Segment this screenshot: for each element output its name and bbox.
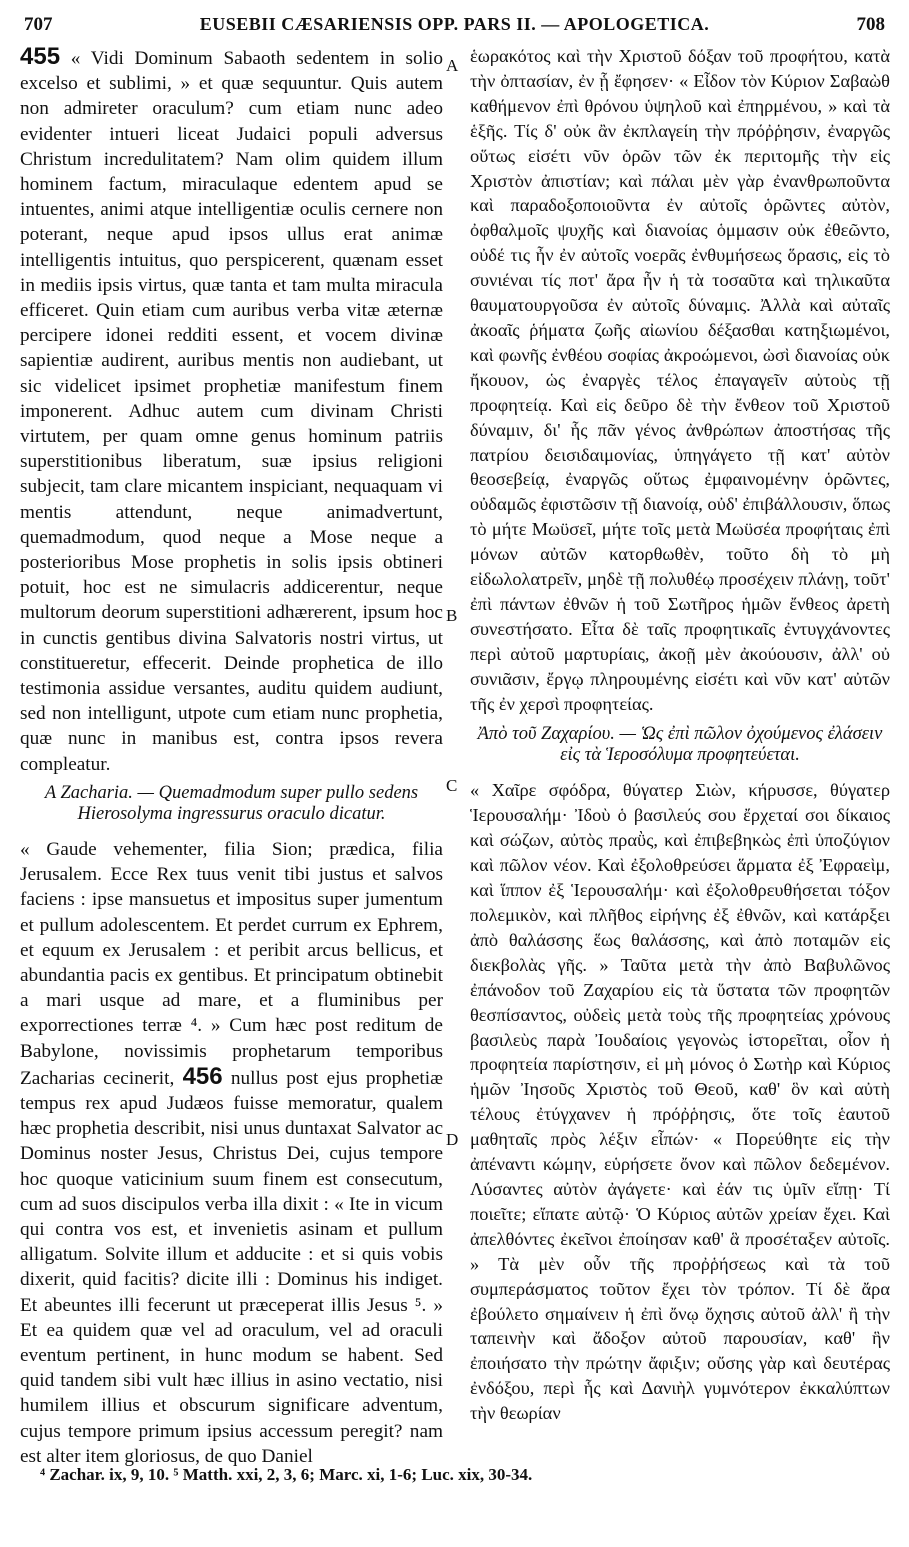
margin-letter-b: B <box>446 606 458 625</box>
footnotes: ⁴ Zachar. ix, 9, 10. ⁵ Matth. xxi, 2, 3, 6; Marc. xi, 1-6; Luc. xix, 30-34. <box>40 1465 533 1484</box>
margin-letter-a: A <box>446 56 459 75</box>
latin-paragraph-1: 455 « Vidi Dominum Sabaoth sedentem in solio excelso et sublimi, » et quæ sequuntur. Quis autem non admireter oraculum? cum etiam nunc adeo evidenter intueri liceat Judaici populi adversus Christum incredulitatem? Nam olim quidem illum hominem factum, miraculaque edentem apud se intuentes, animi atque intelligentiæ oculis cernere non poterant, neque apud ipsos ullus erat animæ intelligentis intuitus, quo perspicerent, quænam esset in mediis ipsis virtus, quæ tanta et tam multa miracula efficeret. Quin etiam cum auribus verba vitæ æternæ percipere idonei redditi essent, et vocem divinæ sapientiæ audirent, auribus mentis non audiebant, ut sic videlicet ipsimet prophetiæ manifestum finem imponerent. Adhuc autem cum divinam Christi virtutem, per quam omne genus hominum patriis superstitionibus liberatum, suæ ipsius religioni subjecit, tam clare micantem inspiciant, nequaquam vi mentis attendunt, neque animadvertunt, quemadmodum, quod neque a Mose neque a posterioribus Mose prophetis in solis ipsis obtineri potuit, hoc est ne simulacris addicerentur, neque multorum deorum superstitioni adhærerent, ipsum hoc in cunctis gentibus divina Salvatoris nostri virtus, ut constitueretur, effecerit. Deinde prophetica de illo testimonia assidue versantes, auditu quidem audiunt, sed non intelligunt, utpote cum etiam nunc prophetia, quæ nunc in manibus est, contra ipsos revera compleatur. <box>20 43 443 775</box>
running-header <box>18 14 891 38</box>
latin-paragraph-2: « Gaude vehementer, filia Sion; prædica, filia Jerusalem. Ecce Rex tuus venit tibi justus et salvos faciens : ipse mansuetus et impositus super jumentum et pullum adolescentem. Et perdet currum ex Ephrem, et equum ex Jerusalem : et peribit arcus bellicus, et abundantia pacis ex gentibus. Et principatum obtinebit a mari usque ad mare, et a fluminibus per exporrectiones terræ ⁴. » Cum hæc post reditum de Babylone, novissimis prophetarum temporibus Zacharias cecinerit, 456 nullus post ejus prophetiæ tempus rex apud Judæos fuisse memoratur, qualem hæc prophetia describit, nisi unus duntaxat Salvator ac Dominus noster Jesus, Christus Dei, cujus tempore hoc quoque vaticinium suum finem est consecutum, cum ad suos discipulos verba illa dixit : « Ite in vicum qui contra vos est, et invenietis asinam et pullum alligatum. Solvite illum et adducite : et si quis vobis dixerit, quid facitis? dicite illi : Dominus his indiget. Et abeuntes illi fecerunt ut præceperat illis Jesus ⁵. » Et ea quidem quæ vel ad oraculum, vel ad oraculi eventum pertinent, in hunc modum se habent. Sed quid tandem sibi vult hæc illius in asino vectatio, nisi humilem illius et obscurum significare adventum, cujus tempore primum ipsius accessum peregit? nam est alter item gloriosus, de quo Daniel <box>20 838 443 1467</box>
margin-letter-c: C <box>446 776 458 795</box>
latin-column <box>20 44 443 1469</box>
latin-section-heading: A Zacharia. — Quemadmodum super pullo sedens Hierosolyma ingressurus oraculo dicatur. <box>44 782 419 824</box>
column-number-455: 455 <box>20 43 61 70</box>
greek-section-heading: Ἀπὸ τοῦ Ζαχαρίου. — Ὡς ἐπὶ πῶλον ὀχούμενος ἐλάσειν εἰς τὰ Ἱεροσόλυμα προφητεύεται. <box>477 724 883 766</box>
page-number-left: 707 <box>24 14 53 35</box>
column-number-456: 456 <box>182 1062 223 1090</box>
page-number-right: 708 <box>856 14 885 35</box>
greek-column <box>470 44 890 1426</box>
greek-paragraph-2: « Χαῖρε σφόδρα, θύγατερ Σιὼν, κήρυσσε, θύγατερ Ἱερουσαλήμ· Ἰδοὺ ὁ βασιλεύς σου ἔρχεταί σοι δίκαιος καὶ σώζων, αὐτὸς πραῢς, καὶ ἐπιβεβηκὼς ἐπὶ ὑποζύγιον καὶ πῶλον νέον. Καὶ ἐξολοθρεύσει ἅρματα ἐξ Ἐφραεὶμ, καὶ ἵππον ἐξ Ἱερουσαλήμ· καὶ ἐξολοθρευθήσεται τόξον πολεμικὸν, καὶ πλῆθος εἰρήνης ἐξ ἐθνῶν, καὶ κατάρξει ἀπὸ θαλάσσης ἕως θαλάσσης, καὶ ἀπὸ ποταμῶν εἰς διεκβολὰς γῆς. » Ταῦτα μετὰ τὴν ἀπὸ Βαβυλῶνος ἐπάνοδον τοῦ Ζαχαρίου εἰς τὰ ὕστατα τῶν προφητῶν θεσπίσαντος, οὐδεὶς μετὰ τοὺς τῆς προφητείας χρόνους βασιλεὺς παρὰ Ἰουδαίοις γεγονὼς ἱστορεῖται, οἷον ἡ προφητεία παρίστησιν, εἰ μὴ μόνος ὁ Σωτὴρ καὶ Κύριος ἡμῶν Ἰησοῦς Χριστὸς τοῦ Θεοῦ, καθ' ὃν καὶ αὐτὴ τέλους ἐτύγχανεν ἡ πρόῤῥησις, ὅτε τοῖς ἑαυτοῦ μαθηταῖς πρὸς λέξιν εἶπών· « Πορεύθητε εἰς τὴν ἀπέναντι κώμην, εὑρήσετε ὄνον καὶ πῶλον δεδεμένον. Λύσαντες αὐτὸν ἀγάγετε· καὶ ἐάν τις ὑμῖν εἴπῃ· Τί ποιεῖτε; εἴπατε αὐτῷ· Ὁ Κύριος αὐτῶν χρείαν ἔχει. Καὶ ἀπελθόντες ἐκεῖνοι ἐποίησαν καθ' ἃ προσέταξεν αὐτοῖς. » Τὰ μὲν οὖν τῆς προῤῥήσεως καὶ τὰ τοῦ συμπεράσματος τοῦτον ἔχει τὸν τρόπον. Τί δὲ ἄρα ἐβούλετο σημαίνειν ἡ ἐπὶ ὄνῳ ὄχησις αὐτοῦ ἀλλ' ἢ τὴν ταπεινὴν καὶ ἄδοξον αὐτοῦ παρουσίαν, καθ' ἣν ἐποιήσατο τὴν πρώτην ἄφιξιν; οὔσης γὰρ καὶ δευτέρας ἐνδόξου, περὶ ἧς καὶ Δανιὴλ γυμνότερον ἐκκαλύπτων τὴν θεωρίαν <box>470 780 890 1424</box>
running-title: EUSEBII CÆSARIENSIS OPP. PARS II. — APOLOGETICA. <box>199 14 710 34</box>
greek-paragraph-1: ἑωρακότος καὶ τὴν Χριστοῦ δόξαν τοῦ προφήτου, κατὰ τὴν ὀπτασίαν, ἐν ᾗ ἔφησεν· « Εἶδον τὸν Κύριον Σαβαὼθ καθήμενον ἐπὶ θρόνου ὑψηλοῦ καὶ ἐπηρμένου, » καὶ τὰ ἑξῆς. Τίς δ' οὐκ ἂν ἐκπλαγείη τὴν πρόῤῥησιν, ἐναργῶς οὕτως εἰσέτι νῦν ὁρῶν τῶν ἐκ περιτομῆς τὴν εἰς Χριστὸν ἀπιστίαν; καὶ πάλαι μὲν γὰρ ἐνανθρωποῦντα καὶ παραδοξοποιοῦντα ἐν αὐτοῖς ὁρῶντες αὐτὸν, ὀφθαλμοῖς ψυχῆς καὶ διανοίας ὁμμασιν οὐκ ἐθεῶντο, οὐδέ τις ἦν ἐν αὐτοῖς νοερᾶς ἐνθυμήσεως ὅρασις, εἰς τὸ συνιέναι τίς ποτ' ἄρα ἦν ἡ τὰ τοσαῦτα καὶ τηλικαῦτα θαυματουργοῦσα ἐν αὐτοῖς δύναμις. Ἀλλὰ καὶ αὐταῖς ἀκοαῖς ῥήματα ζωῆς αἰωνίου δέξασθαι κατηξιωμένοι, καὶ φωνῆς ἐνθέου σοφίας ἀκροώμενοι, ὠσὶ διανοίας οὐκ ἤκουον, ὡς ἐναργὲς τέλος ἐπαγαγεῖν αὐτοὺς τῇ προφητείᾳ. Καὶ εἰς δεῦρο δὲ τὴν ἔνθεον τοῦ Χριστοῦ δύναμιν, δι' ἧς πᾶν γένος ἀνθρώπων ἀποστήσας τῆς πατρίου δεισιδαιμονίας, ὑπηγάγετο τῇ κατ' αὐτὸν θεοσεβείᾳ, ἐναργῶς οὕτως ἐμφαινομένην ὁρῶντες, οὐδαμῶς ἐφιστῶσιν τῇ διανοίᾳ, οὐδ' ἐπιβάλλουσιν, ὅπως τὸ μήτε Μωϋσεῖ, μήτε τοῖς μετὰ Μωϋσέα προφήταις ἐπὶ μόνων αὐτῶν κατορθωθὲν, τοῦτο δὴ τὸ μὴ εἰδωλολατρεῖν, μηδὲ τῇ πολυθέῳ προσέχειν πλάνῃ, τοῦτ' ἐπὶ πάντων ἐθνῶν ἡ τοῦ Σωτῆρος ἡμῶν ἔνθεος ἀρετὴ συνεστήσατο. Εἶτα δὲ ταῖς προφητικαῖς ἐντυγχάνοντες περὶ αὐτοῦ μαρτυρίαις, ἀκοῇ μὲν ἀκούουσιν, ἀλλ' οὐ συνιᾶσιν, ἔργῳ πληρουμένης εἰσέτι καὶ νῦν κατ' αὐτῶν τῆς ἐν χερσὶ προφητείας. <box>470 46 890 714</box>
margin-letter-d: D <box>446 1130 459 1149</box>
